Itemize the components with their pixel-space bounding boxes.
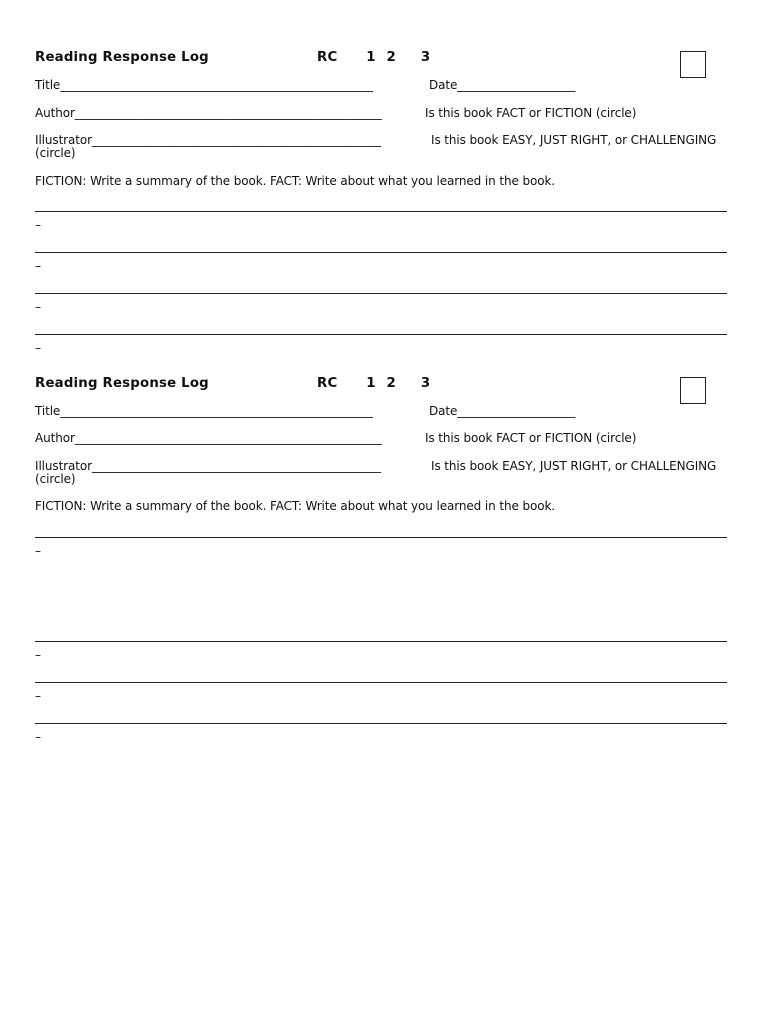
rc-rating (317, 376, 430, 392)
writing-line[interactable] (35, 641, 727, 642)
title-field[interactable]: Title_____________________________________________________ (35, 78, 373, 92)
writing-line[interactable] (35, 537, 727, 538)
log-heading: Reading Response Log (35, 376, 209, 391)
writing-line[interactable] (35, 682, 727, 683)
date-field[interactable]: Date____________________ (429, 78, 576, 92)
writing-prompt: FICTION: Write a summary of the book. FACT: Write about what you learned in the book. (35, 174, 556, 188)
checkbox[interactable] (680, 51, 706, 78)
illustrator-field[interactable]: Illustrator_________________________________________________ (35, 133, 382, 147)
circle-note: (circle) (35, 146, 76, 160)
line-end: – (35, 259, 41, 273)
line-end: – (35, 218, 41, 232)
rc-option-1[interactable]: 1 (366, 50, 376, 65)
line-end: – (35, 300, 41, 314)
rc-option-3[interactable]: 3 (420, 376, 431, 391)
fact-fiction-question: Is this book FACT or FICTION (circle) (425, 106, 637, 120)
writing-line[interactable] (35, 293, 727, 294)
line-end: – (35, 341, 41, 355)
rc-option-3[interactable]: 3 (420, 50, 431, 65)
difficulty-question: Is this book EASY, JUST RIGHT, or CHALLENGING (431, 133, 717, 147)
title-field[interactable]: Title_____________________________________________________ (35, 404, 373, 418)
line-end: – (35, 689, 41, 703)
writing-line[interactable] (35, 723, 727, 724)
writing-line[interactable] (35, 334, 727, 335)
author-field[interactable]: Author____________________________________________________ (35, 106, 382, 120)
fact-fiction-question: Is this book FACT or FICTION (circle) (425, 431, 637, 445)
date-field[interactable]: Date____________________ (429, 404, 576, 418)
rc-label: RC (317, 50, 338, 65)
log-heading: Reading Response Log (35, 50, 209, 65)
rc-option-1[interactable]: 1 (366, 376, 376, 391)
writing-line[interactable] (35, 252, 727, 253)
writing-line[interactable] (35, 211, 727, 212)
author-field[interactable]: Author____________________________________________________ (35, 431, 382, 445)
difficulty-question: Is this book EASY, JUST RIGHT, or CHALLENGING (431, 459, 717, 473)
line-end: – (35, 730, 41, 744)
line-end: – (35, 648, 41, 662)
circle-note: (circle) (35, 472, 76, 486)
checkbox[interactable] (680, 377, 706, 404)
rc-label: RC (317, 376, 338, 391)
illustrator-field[interactable]: Illustrator_________________________________________________ (35, 459, 382, 473)
rc-rating (317, 50, 430, 66)
line-end: – (35, 544, 41, 558)
writing-prompt: FICTION: Write a summary of the book. FACT: Write about what you learned in the book. (35, 499, 556, 513)
rc-option-2[interactable]: 2 (386, 50, 396, 65)
rc-option-2[interactable]: 2 (386, 376, 396, 391)
